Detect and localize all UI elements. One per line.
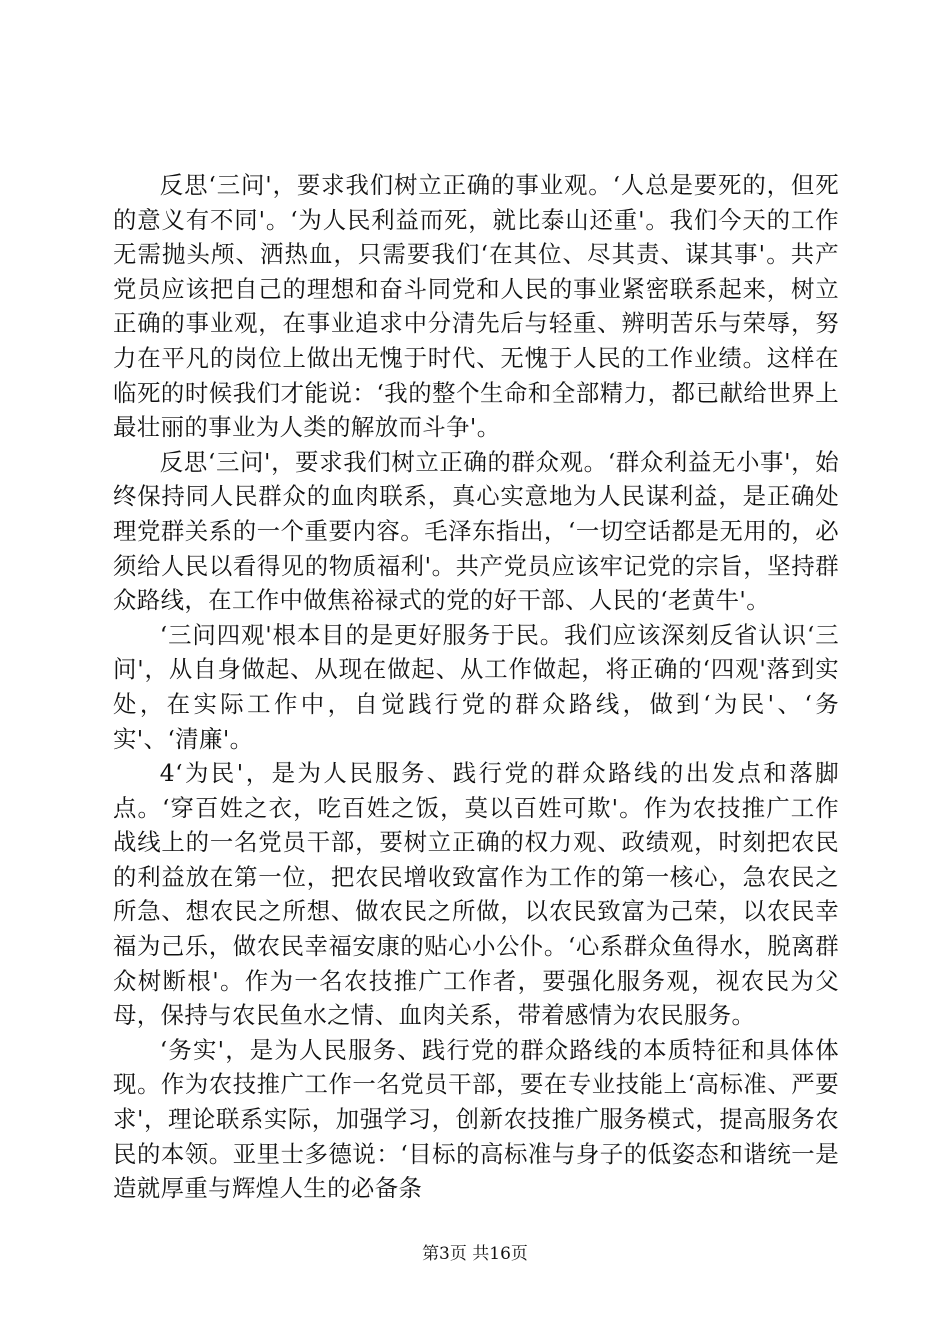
body-text — [113, 168, 839, 1206]
paragraph-pragmatic: ‘务实'，是为人民服务、践行党的群众路线的本质特征和具体体现。作为农技推广工作一名党员干部，要在专业技能上‘高标准、严要求'，理论联系实际，加强学习，创新农技推广服务模式，提高服务农民的本领。亚里士多德说：‘目标的高标准与身子的低姿态和谐统一是造就厚重与辉煌人生的必备条 — [113, 1035, 839, 1203]
paragraph-three-questions-four-views: ‘三问四观'根本目的是更好服务于民。我们应该深刻反省认识‘三问'，从自身做起、从现在做起、从工作做起，将正确的‘四观'落到实处，在实际工作中，自觉践行党的群众路线，做到‘为民'、‘务实'、‘清廉'。 — [113, 620, 839, 753]
paragraph-career-view: 反思‘三问'，要求我们树立正确的事业观。‘人总是要死的，但死的意义有不同'。‘为人民利益而死，就比泰山还重'。我们今天的工作无需抛头颅、洒热血，只需要我们‘在其位、尽其责、谋其事'。共产党员应该把自己的理想和奋斗同党和人民的事业紧密联系起来，树立正确的事业观，在事业追求中分清先后与轻重、辨明苦乐与荣辱，努力在平凡的岗位上做出无愧于时代、无愧于人民的工作业绩。这样在临死的时候我们才能说：‘我的整个生命和全部精力，都已献给世界上最壮丽的事业为人类的解放而斗争'。 — [113, 171, 839, 442]
paragraph-for-the-people: 4‘为民'，是为人民服务、践行党的群众路线的出发点和落脚点。‘穿百姓之衣，吃百姓之饭，莫以百姓可欺'。作为农技推广工作战线上的一名党员干部，要树立正确的权力观、政绩观，时刻把农民的利益放在第一位，把农民增收致富作为工作的第一核心，急农民之所急、想农民之所想、做农民之所做，以农民致富为己荣，以农民幸福为己乐，做农民幸福安康的贴心小公仆。‘心系群众鱼得水，脱离群众树断根'。作为一名农技推广工作者，要强化服务观，视农民为父母，保持与农民鱼水之情、血肉关系，带着感情为农民服务。 — [113, 759, 839, 1030]
page-footer: 第3页 共16页 — [422, 1244, 528, 1264]
paragraph-mass-view: 反思‘三问'，要求我们树立正确的群众观。‘群众利益无小事'，始终保持同人民群众的血肉联系，真心实意地为人民谋利益，是正确处理党群关系的一个重要内容。毛泽东指出，‘一切空话都是无用的，必须给人民以看得见的物质福利'。共产党员应该牢记党的宗旨，坚持群众路线，在工作中做焦裕禄式的党的好干部、人民的‘老黄牛'。 — [113, 447, 839, 615]
